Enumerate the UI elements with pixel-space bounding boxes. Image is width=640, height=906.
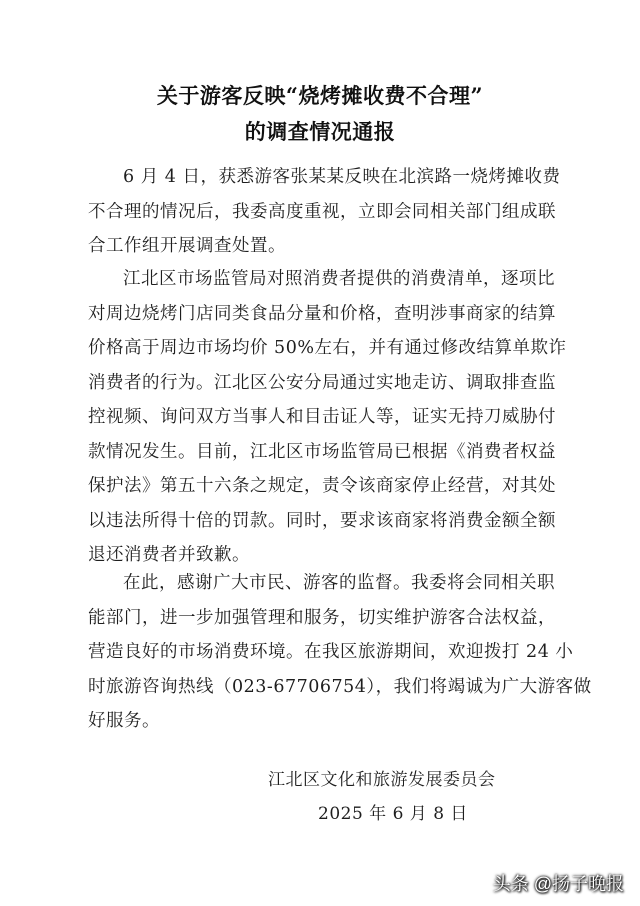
paragraph-line: 以违法所得十倍的罚款。同时，要求该商家将消费金额全额 xyxy=(88,510,556,531)
paragraph-line: 退还消费者并致歉。 xyxy=(88,545,250,565)
paragraph-line: 在此，感谢广大市民、游客的监督。我委将会同相关职 xyxy=(123,573,555,593)
source-watermark: 头条 @扬子晚报 xyxy=(492,874,624,894)
paragraph-line: 款情况发生。目前，江北区市场监管局已根据《消费者权益 xyxy=(88,441,556,462)
document-title-line1: 关于游客反映“烧烤摊收费不合理” xyxy=(156,83,484,108)
paragraph-line: 不合理的情况后，我委高度重视，立即会同相关部门组成联 xyxy=(88,201,556,222)
paragraph-line: 控视频、询问双方当事人和目击证人等，证实无持刀威胁付 xyxy=(88,407,556,427)
paragraph-line: 6 月 4 日，获悉游客张某某反映在北滨路一烧烤摊收费 xyxy=(123,167,561,187)
paragraph-1 xyxy=(88,160,564,264)
paragraph-line: 营造良好的市场消费环境。在我区旅游期间，欢迎拨打 24 小 xyxy=(88,642,574,662)
paragraph-line: 价格高于周边市场均价 50%左右，并有通过修改结算单欺诈 xyxy=(88,338,567,358)
paragraph-line: 合工作组开展调查处置。 xyxy=(88,236,286,256)
paragraph-line: 保护法》第五十六条之规定，责令该商家停止经营，对其处 xyxy=(88,476,556,496)
paragraph-3 xyxy=(88,566,592,739)
signature-org: 江北区文化和旅游发展委员会 xyxy=(268,770,496,790)
paragraph-line: 时旅游咨询热线（023-67706754），我们将竭诚为广大游客做 xyxy=(88,676,592,697)
paragraph-2 xyxy=(88,262,567,573)
paragraph-line: 江北区市场监管局对照消费者提供的消费清单，逐项比 xyxy=(123,269,555,289)
document-title-line2: 的调查情况通报 xyxy=(244,119,396,144)
paragraph-line: 消费者的行为。江北区公安分局通过实地走访、调取排查监 xyxy=(88,372,556,393)
paragraph-line: 能部门，进一步加强管理和服务，切实维护游客合法权益， xyxy=(88,607,556,628)
signature-date: 2025 年 6 月 8 日 xyxy=(318,804,468,824)
paragraph-line: 好服务。 xyxy=(88,711,160,731)
paragraph-line: 对周边烧烤门店同类食品分量和价格，查明涉事商家的结算 xyxy=(88,303,556,324)
